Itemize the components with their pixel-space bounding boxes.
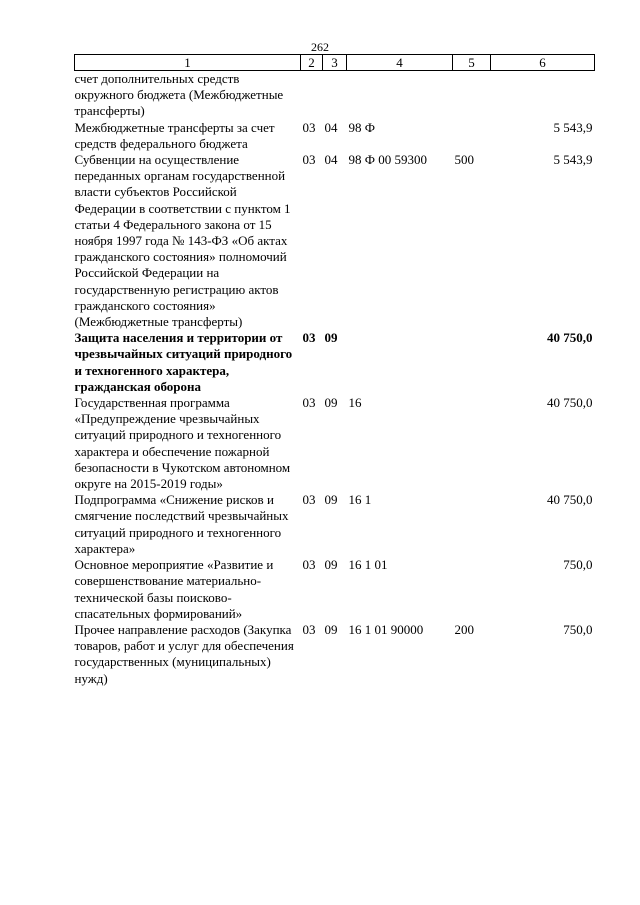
row-name: счет дополнительных средств окружного бюджета (Межбюджетные трансферты) bbox=[74, 71, 284, 119]
row-amount: 40 750,0 bbox=[547, 395, 593, 411]
row-target-article: 98 Ф bbox=[348, 119, 376, 135]
column-number-row bbox=[75, 55, 595, 71]
row-expense-type bbox=[453, 557, 491, 622]
row-name: Подпрограмма «Снижение рисков и смягчение последствий чрезвычайных ситуаций природного и техногенного характера» bbox=[74, 492, 289, 556]
row-target-article: 16 1 bbox=[348, 492, 372, 508]
row-name: Прочее направление расходов (Закупка товаров, работ и услуг для обеспечения государственных (муниципальных) нужд) bbox=[74, 621, 294, 686]
row-amount: 5 543,9 bbox=[553, 119, 593, 135]
column-header: 3 bbox=[323, 55, 347, 71]
column-header: 5 bbox=[453, 55, 491, 71]
row-section: 03 bbox=[302, 621, 316, 637]
row-amount: 750,0 bbox=[563, 621, 593, 637]
row-subsection: 04 bbox=[324, 152, 338, 168]
row-subsection: 09 bbox=[324, 621, 338, 637]
row-section: 03 bbox=[302, 557, 316, 573]
row-name: Субвенции на осуществление переданных органам государственной власти субъектов Российской Федерации в соответствии с пунктом 1 статьи 4 Федерального закона от 15 ноября 1997 года № 143-ФЗ «Об актах гражданского состояния» полномочий Российской Федерации на государственную регистрацию актов гражданского состояния» (Межбюджетные трансферты) bbox=[74, 152, 291, 330]
table-row bbox=[75, 71, 595, 120]
budget-table bbox=[74, 54, 595, 687]
row-target-article: 16 1 01 90000 bbox=[348, 621, 424, 637]
row-expense-type: 500 bbox=[454, 152, 474, 168]
row-amount bbox=[491, 71, 595, 120]
row-name: Основное мероприятие «Развитие и совершенствование материально-технической базы поисково-спасательных формирований» bbox=[74, 557, 274, 621]
row-expense-type bbox=[453, 492, 491, 557]
row-section: 03 bbox=[302, 492, 316, 508]
row-expense-type bbox=[453, 395, 491, 492]
row-expense-type bbox=[453, 71, 491, 120]
column-header: 6 bbox=[491, 55, 595, 71]
table-row bbox=[75, 152, 595, 330]
row-subsection bbox=[323, 71, 347, 120]
row-target-article: 98 Ф 00 59300 bbox=[348, 152, 428, 168]
row-section: 03 bbox=[302, 330, 316, 346]
row-subsection: 04 bbox=[324, 119, 338, 135]
table-row bbox=[75, 492, 595, 557]
row-target-article: 16 1 01 bbox=[348, 557, 388, 573]
row-target-article bbox=[347, 71, 453, 120]
row-section: 03 bbox=[302, 152, 316, 168]
table-row bbox=[75, 330, 595, 395]
row-amount: 40 750,0 bbox=[547, 492, 593, 508]
row-target-article: 16 bbox=[348, 395, 362, 411]
row-amount: 750,0 bbox=[563, 557, 593, 573]
page-number: 262 bbox=[311, 40, 329, 54]
row-section bbox=[301, 71, 323, 120]
row-subsection: 09 bbox=[324, 330, 338, 346]
row-name: Защита населения и территории от чрезвычайных ситуаций природного и техногенного характера, гражданская оборона bbox=[74, 330, 293, 394]
row-subsection: 09 bbox=[324, 492, 338, 508]
row-section: 03 bbox=[302, 395, 316, 411]
row-name: Государственная программа «Предупреждение чрезвычайных ситуаций природного и техногенного характера и обеспечение пожарной безопасности в Чукотском автономном округе на 2015-2019 годы» bbox=[74, 395, 291, 492]
column-header: 1 bbox=[75, 55, 301, 71]
column-header: 4 bbox=[347, 55, 453, 71]
row-expense-type bbox=[453, 120, 491, 152]
row-target-article bbox=[347, 330, 453, 395]
table-row bbox=[75, 557, 595, 622]
row-amount: 5 543,9 bbox=[553, 152, 593, 168]
row-expense-type bbox=[453, 330, 491, 395]
table-row bbox=[75, 395, 595, 492]
row-subsection: 09 bbox=[324, 395, 338, 411]
row-amount: 40 750,0 bbox=[547, 330, 593, 346]
table-row bbox=[75, 120, 595, 152]
row-name: Межбюджетные трансферты за счет средств федерального бюджета bbox=[74, 119, 275, 151]
row-subsection: 09 bbox=[324, 557, 338, 573]
row-section: 03 bbox=[302, 119, 316, 135]
row-expense-type: 200 bbox=[454, 621, 474, 637]
column-header: 2 bbox=[301, 55, 323, 71]
table-row bbox=[75, 622, 595, 687]
